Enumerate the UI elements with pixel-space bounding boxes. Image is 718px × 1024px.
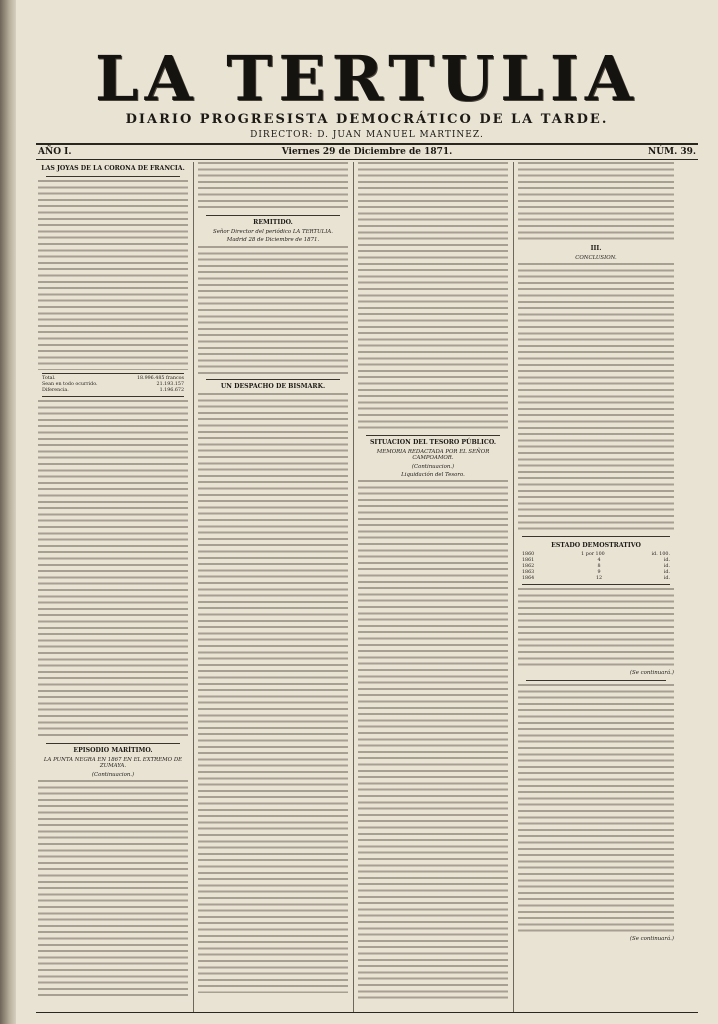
column-separator	[193, 162, 194, 1012]
article-text	[38, 780, 188, 1000]
newspaper-title: LA TERTULIA	[94, 42, 640, 115]
table-row: 1863 9 id.	[522, 570, 670, 576]
article-heading: SITUACION DEL TESORO PÚBLICO.	[369, 439, 497, 446]
article-subheading: CONCLUSION.	[575, 255, 617, 261]
article-heading: III.	[590, 245, 602, 252]
column-4	[518, 162, 674, 1012]
continuation-note: (Se continuará.)	[629, 935, 674, 942]
article-text	[198, 246, 348, 376]
continuation-note: (Se continuará.)	[629, 670, 674, 677]
divider	[206, 215, 340, 216]
header-rule-top	[36, 143, 698, 145]
director-line: DIRECTOR: D. JUAN MANUEL MARTINEZ.	[250, 130, 484, 140]
article-heading: REMITIDO.	[253, 219, 293, 226]
table-row: 1864 12 id.	[522, 576, 670, 582]
article-text	[518, 588, 674, 668]
article-text	[518, 162, 674, 242]
article-text	[198, 162, 348, 212]
footer-rule	[36, 1012, 698, 1013]
article-heading: EPISODIO MARÍTIMO.	[73, 747, 153, 754]
divider	[46, 743, 180, 744]
divider	[366, 435, 500, 436]
year-label: AÑO I.	[38, 147, 72, 157]
issue-number: NÚM. 39.	[648, 147, 696, 157]
column-separator	[513, 162, 514, 1012]
column-3	[358, 162, 508, 1012]
table-row: Diferencia. 1.196.672	[42, 388, 184, 393]
letter-recipient: Señor Director del periódico LA TERTULIA.	[213, 229, 333, 235]
letter-place-date: Madrid 28 de Diciembre de 1871.	[226, 237, 320, 244]
table-row: 1860 1 por 100 id. 100.	[522, 552, 670, 558]
newspaper-subtitle: DIARIO PROGRESISTA DEMOCRÁTICO DE LA TARDE.	[125, 112, 609, 127]
article-heading: UN DESPACHO DE BISMARK.	[220, 382, 326, 390]
column-2	[198, 162, 348, 1012]
article-text	[518, 263, 674, 533]
column-separator	[353, 162, 354, 1012]
column-1	[38, 162, 188, 1012]
table-row: Total. 18.996.485 francos	[42, 376, 184, 381]
book-binding	[0, 0, 16, 1024]
article-text	[38, 400, 188, 740]
continuation-note: (Continuacion.)	[411, 463, 455, 470]
article-subheading: MEMORIA REDACTADA POR EL SEÑOR CAMPOAMOR.	[376, 449, 490, 462]
article-text	[198, 393, 348, 993]
newspaper-page	[16, 0, 718, 1024]
divider	[526, 680, 666, 681]
figures-table	[42, 373, 184, 397]
article-subheading: LA PUNTA NEGRA EN 1867 EN EL EXTREMO DE ZUMAYA.	[43, 757, 183, 770]
article-text	[358, 480, 508, 1000]
divider	[46, 176, 180, 177]
header-rule-bottom	[36, 159, 698, 160]
table-row: 1861 4 id.	[522, 558, 670, 564]
issue-date: Viernes 29 de Diciembre de 1871.	[281, 147, 453, 157]
table-row: 1862 8 id.	[522, 564, 670, 570]
divider	[206, 379, 340, 380]
dateline	[38, 147, 696, 159]
article-text	[38, 180, 188, 370]
article-text	[518, 684, 674, 934]
article-heading: LAS JOYAS DE LA CORONA DE FRANCIA.	[41, 165, 185, 172]
table-row: Sean en todo ocurrido. 21.193.157	[42, 382, 184, 387]
continuation-note: (Continuacion.)	[91, 771, 135, 778]
table-title: ESTADO DEMOSTRATIVO	[551, 542, 641, 550]
section-title: Liquidación del Tesoro.	[401, 471, 465, 478]
statistics-table	[522, 536, 670, 585]
article-text	[358, 162, 508, 432]
